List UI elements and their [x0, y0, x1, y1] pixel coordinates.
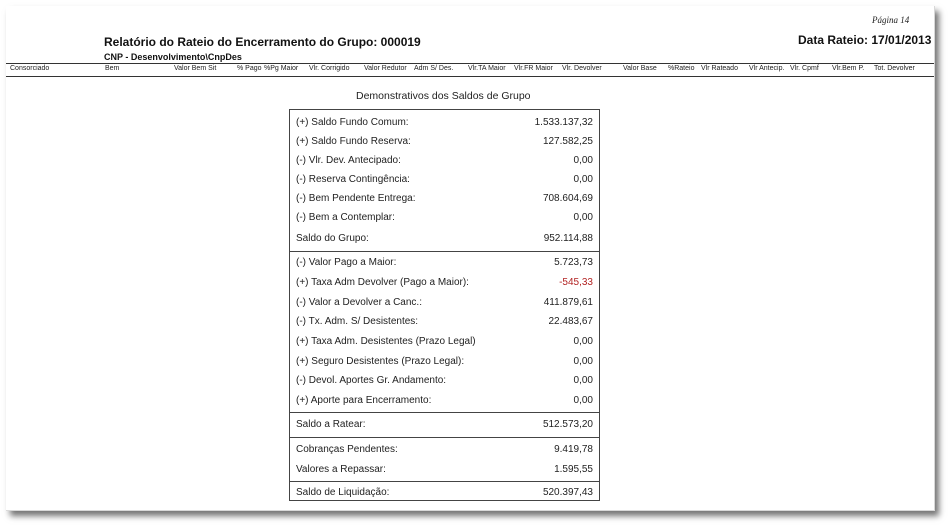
column-header: Adm S/ Des.	[414, 65, 454, 72]
row-value: 1.533.137,32	[534, 117, 593, 128]
row-value: 0,00	[573, 395, 593, 406]
row-label: Valores a Repassar:	[296, 464, 386, 475]
row-label: Saldo de Liquidação:	[296, 487, 390, 498]
column-header: Consorciado	[10, 65, 50, 72]
summary-row	[290, 313, 599, 332]
row-label: (+) Saldo Fundo Reserva:	[296, 136, 411, 147]
row-value: 127.582,25	[542, 136, 593, 147]
summary-row	[290, 190, 599, 209]
row-label: (-) Vlr. Dev. Antecipado:	[296, 155, 401, 166]
row-value: 0,00	[573, 356, 593, 367]
column-header: Vlr. Cpmf	[790, 65, 819, 72]
row-label: (-) Bem Pendente Entrega:	[296, 193, 416, 204]
row-label: Cobranças Pendentes:	[296, 444, 398, 455]
row-value: 0,00	[573, 212, 593, 223]
column-header: Valor Redutor	[364, 65, 407, 72]
column-header: Valor Base	[623, 65, 657, 72]
column-header: %Pg Maior	[264, 65, 299, 72]
summary-row	[290, 254, 599, 273]
summary-row	[290, 152, 599, 171]
row-value: 512.573,20	[542, 419, 593, 430]
summary-row	[290, 416, 599, 435]
divider	[290, 437, 599, 438]
row-label: (-) Tx. Adm. S/ Desistentes:	[296, 316, 419, 327]
column-header: Vlr.TA Maior	[468, 65, 506, 72]
summary-row	[290, 209, 599, 228]
summary-row	[290, 171, 599, 190]
column-header: Tot. Devolver	[874, 65, 915, 72]
summary-row	[290, 484, 599, 503]
summary-row	[290, 392, 599, 411]
row-label: (+) Aporte para Encerramento:	[296, 395, 432, 406]
row-label: (+) Seguro Desistentes (Prazo Legal):	[296, 356, 465, 367]
row-label: (-) Valor a Devolver a Canc.:	[296, 297, 422, 308]
row-value-negative: -545,33	[559, 277, 593, 288]
column-header: Valor Bem Sit	[174, 65, 217, 72]
summary-row	[290, 230, 599, 249]
row-value: 22.483,67	[548, 316, 593, 327]
column-header: Vlr.Bem P.	[832, 65, 865, 72]
row-value: 5.723,73	[554, 257, 593, 268]
row-label: (-) Valor Pago a Maior:	[296, 257, 397, 268]
column-header: Bem	[105, 65, 120, 72]
column-header: % Pago	[237, 65, 262, 72]
summary-row	[290, 294, 599, 313]
row-label: Saldo do Grupo:	[296, 233, 369, 244]
column-header: Vlr.FR Maior	[514, 65, 553, 72]
summary-row	[290, 441, 599, 460]
column-header: %Rateio	[668, 65, 695, 72]
column-header: Vlr Rateado	[701, 65, 738, 72]
row-value: 0,00	[573, 336, 593, 347]
rateio-date: Data Rateio: 17/01/2013	[798, 33, 932, 47]
summary-row	[290, 372, 599, 391]
divider	[290, 251, 599, 252]
row-value: 0,00	[573, 375, 593, 386]
summary-row	[290, 333, 599, 352]
page-number: Página 14	[872, 15, 910, 25]
summary-row	[290, 353, 599, 372]
column-header: Vlr Antecip.	[749, 65, 785, 72]
report-subtitle: CNP - Desenvolvimento\CnpDes	[104, 52, 242, 62]
section-title: Demonstrativos dos Saldos de Grupo	[356, 90, 531, 102]
column-header-row	[6, 63, 934, 77]
report-page	[6, 6, 935, 511]
column-header: Vlr. Devolver	[562, 65, 602, 72]
row-value: 1.595,55	[554, 464, 593, 475]
row-label: (+) Saldo Fundo Comum:	[296, 117, 409, 128]
summary-row	[290, 274, 599, 293]
row-label: (-) Reserva Contingência:	[296, 174, 410, 185]
row-value: 520.397,43	[542, 487, 593, 498]
summary-row	[290, 114, 599, 133]
row-label: (-) Devol. Aportes Gr. Andamento:	[296, 375, 447, 386]
summary-row	[290, 461, 599, 480]
row-value: 0,00	[573, 155, 593, 166]
column-header: Vlr. Corrigido	[309, 65, 350, 72]
row-label: (-) Bem a Contemplar:	[296, 212, 395, 223]
row-label: Saldo a Ratear:	[296, 419, 366, 430]
report-title: Relatório do Rateio do Encerramento do Grupo: 000019	[104, 35, 421, 49]
row-label: (+) Taxa Adm. Desistentes (Prazo Legal)	[296, 336, 476, 347]
row-value: 9.419,78	[554, 444, 593, 455]
row-value: 411.879,61	[543, 297, 593, 308]
row-value: 952.114,88	[543, 233, 593, 244]
summary-box	[289, 109, 600, 501]
row-value: 0,00	[573, 174, 593, 185]
divider	[290, 481, 599, 482]
summary-row	[290, 133, 599, 152]
row-value: 708.604,69	[542, 193, 593, 204]
divider	[290, 412, 599, 413]
row-label: (+) Taxa Adm Devolver (Pago a Maior):	[296, 277, 469, 288]
